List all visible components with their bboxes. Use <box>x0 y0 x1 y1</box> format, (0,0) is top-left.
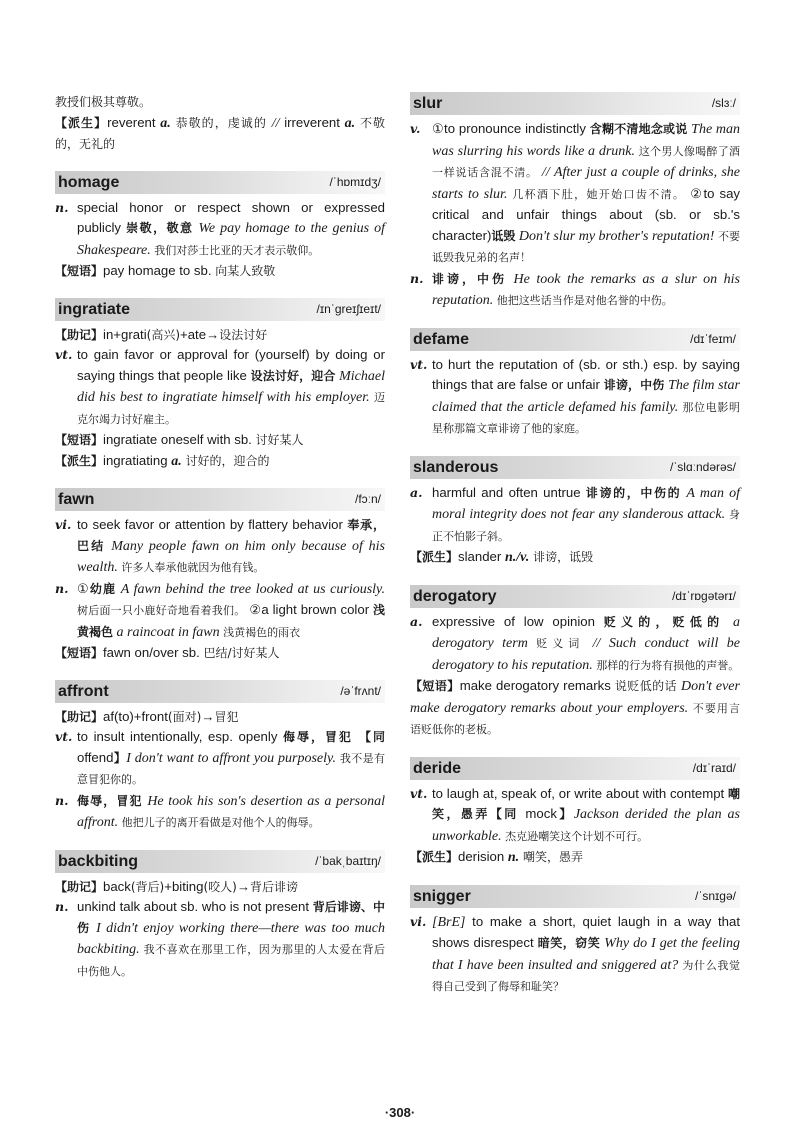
example-translation: 为什么我觉得自己受到了侮辱和耻笑？ <box>432 958 741 993</box>
example-sentence: We pay homage to the genius of Shakespeare. <box>77 221 385 258</box>
definition-text: ①to pronounce indistinctly <box>432 121 590 136</box>
chinese-gloss: 暗笑，窃笑 <box>537 936 601 950</box>
chinese-text: 说贬低的话 <box>614 679 678 693</box>
dictionary-entry <box>55 92 385 155</box>
definition-text: ① <box>77 580 90 596</box>
definition-line <box>410 547 740 569</box>
chinese-gloss: 浅黄褐色 <box>77 603 385 639</box>
chinese-text: 诽谤，诋毁 <box>529 550 594 564</box>
example-sentence: A man of moral integrity does not fear any slanderous attack. <box>432 485 740 522</box>
dictionary-entry <box>55 488 385 664</box>
definition-text: to laugh at, speak of, or write about with contempt <box>432 785 728 801</box>
definition-text: special honor or respect shown or expressed publicly <box>77 199 385 235</box>
example-translation: 这个男人像喝醉了酒一样说话含混不清。 <box>432 144 740 179</box>
definition-text: reverent <box>107 114 161 130</box>
entry-header <box>410 456 740 479</box>
definition-text: slander <box>458 549 505 564</box>
entry-header <box>410 585 740 608</box>
chinese-gloss: 诽谤，中伤 <box>603 378 665 392</box>
phonetic: /dɪˈfeɪm/ <box>690 331 736 346</box>
phonetic: /ˈhɒmɪdʒ/ <box>329 174 381 189</box>
dictionary-entry <box>410 456 740 569</box>
example-sentence: The film star claimed that the article defamed his family. <box>432 378 740 415</box>
chinese-gloss: 侮辱，冒犯 <box>77 793 143 808</box>
part-of-speech: a. <box>410 484 423 500</box>
chinese-text: 设法讨好 <box>219 327 268 342</box>
entry-header <box>410 328 740 351</box>
chinese-text: 嘲笑，愚弄 <box>519 850 583 864</box>
part-of-speech: v. <box>410 121 421 136</box>
definition-text: +ate→ <box>180 326 220 342</box>
phonetic: /əˈfrʌnt/ <box>340 683 381 698</box>
definition-text: mock <box>525 806 557 821</box>
part-of-speech: a. <box>410 613 423 629</box>
part-of-speech: n. <box>55 792 69 808</box>
chinese-gloss: 崇敬，敬意 <box>126 221 194 235</box>
chinese-gloss: 诋毁 <box>491 228 516 243</box>
entry-header <box>55 680 385 703</box>
example-sentence: I don't want to affront you purposely. <box>126 750 336 766</box>
phonetic: /ɪnˈgreɪʃɪeɪt/ <box>316 301 381 316</box>
section-tag: 【派生】 <box>410 850 459 864</box>
phonetic: /slɜː/ <box>711 96 736 110</box>
entry-header <box>410 92 740 115</box>
definition-line <box>410 483 740 548</box>
section-tag: 【短语】 <box>55 646 104 660</box>
definition-text: → <box>201 708 215 724</box>
headword: derogatory <box>413 587 497 605</box>
definition-line <box>55 261 385 282</box>
definition-text: in+grati <box>103 326 147 342</box>
definition-text: irreverent <box>279 114 345 130</box>
entry-header <box>55 298 385 321</box>
example-sentence: a raincoat in fawn <box>113 624 220 640</box>
example-sentence: A fawn behind the tree looked at us curiously. <box>116 581 385 597</box>
phonetic: /fɔːn/ <box>354 492 381 506</box>
dictionary-entry <box>410 885 740 998</box>
example-sentence: // <box>271 115 280 131</box>
chinese-text: 不敬的，无礼的 <box>55 115 385 151</box>
example-translation: 树后面一只小鹿好奇地看着我们。 <box>77 604 246 617</box>
example-translation: 我不喜欢在那里工作，因为那里的人太爱在背后中伤他人。 <box>77 943 385 978</box>
definition-text: back <box>103 878 131 894</box>
example-sentence: // After just a couple of drinks, she starts to slur. <box>432 165 740 202</box>
definition-text: to make a short, quiet laugh in a way that shows disrespect <box>432 913 740 950</box>
definition-text: ②a light brown color <box>245 602 373 617</box>
definition-line <box>55 727 385 791</box>
definition-text: → <box>236 878 251 894</box>
example-sentence: I didn't enjoy working there—there was too much backbiting. <box>77 920 385 957</box>
chinese-text: (面对) <box>167 709 202 724</box>
left-column <box>55 92 385 998</box>
definition-line <box>55 345 385 430</box>
inline-pos: a. <box>160 115 171 131</box>
headword: backbiting <box>58 852 139 870</box>
entry-header <box>410 757 740 780</box>
example-sentence: [BrE] <box>432 914 466 930</box>
example-translation: 身正不怕影子斜。 <box>432 508 741 543</box>
section-tag: 【同 <box>489 807 526 821</box>
section-tag: 【短语】 <box>410 679 460 693</box>
chinese-gloss: 诽谤，中伤 <box>432 271 508 286</box>
section-tag: 【短语】 <box>55 433 104 447</box>
example-sentence: Why do I get the feeling that I have been insulted and sniggered at? <box>432 936 740 973</box>
definition-text: af(to)+front <box>103 708 168 724</box>
chinese-text: (高兴) <box>146 327 181 342</box>
definition-text: expressive of low opinion <box>432 613 604 629</box>
chinese-text: 巴结/讨好某人 <box>203 646 280 660</box>
chinese-text: (背后) <box>130 879 165 894</box>
dictionary-entry <box>410 585 740 741</box>
definition-line <box>410 612 740 677</box>
chinese-gloss: 侮辱，冒犯 <box>283 730 353 744</box>
definition-line <box>55 579 385 644</box>
definition-line <box>410 912 740 998</box>
headword: homage <box>58 173 120 191</box>
chinese-text: 冒犯 <box>214 709 239 724</box>
example-sentence: Don't ever make derogatory remarks about your employers. <box>410 679 740 716</box>
definition-text: to hurt the reputation of (sb. or sth.) esp. by saying things that are false or unfair <box>432 356 740 392</box>
dictionary-entry <box>55 298 385 473</box>
definition-line <box>55 707 385 728</box>
chinese-gloss: 嘲笑，愚弄 <box>432 786 740 821</box>
page-number: ·308· <box>384 1105 416 1120</box>
headword: ingratiate <box>58 300 131 318</box>
section-tag: 】 <box>556 807 574 821</box>
definition-text: ②to say critical and unfair things about (sb. or sb.'s character) <box>432 185 741 243</box>
phonetic: /ˈslɑːndərəs/ <box>669 459 736 474</box>
section-tag: 【派生】 <box>55 453 104 468</box>
headword: fawn <box>58 491 95 508</box>
example-translation: 那位电影明星称那篇文章诽谤了他的家庭。 <box>432 400 741 435</box>
definition-line <box>55 643 385 664</box>
part-of-speech: vi. <box>410 913 427 929</box>
chinese-gloss: 幼鹿 <box>89 581 117 596</box>
chinese-text: (咬人) <box>203 879 237 894</box>
section-tag: 【同 <box>352 730 385 744</box>
definition-text: fawn on/over sb. <box>103 645 204 660</box>
section-tag: 【助记】 <box>55 709 104 724</box>
dictionary-entry <box>410 92 740 312</box>
headword: affront <box>58 682 109 700</box>
example-sentence: a derogatory term <box>432 614 741 651</box>
definition-line <box>55 877 385 898</box>
chinese-text: 恭敬的，虔诚的 <box>170 115 272 130</box>
headword: defame <box>413 330 470 348</box>
section-tag: 】 <box>113 750 127 765</box>
phonetic: /ˈbakˌbaɪtɪŋ/ <box>315 853 381 868</box>
definition-text: unkind talk about sb. who is not present <box>77 899 313 914</box>
chinese-text: 讨好的，迎合的 <box>181 453 270 468</box>
definition-text: derision <box>458 849 508 864</box>
part-of-speech: n. <box>410 270 424 286</box>
definition-text: harmful and often untrue <box>432 484 586 500</box>
headword: slanderous <box>413 458 499 476</box>
definition-text: +biting <box>164 878 204 894</box>
part-of-speech: n. <box>55 580 69 596</box>
chinese-gloss: 奉承，巴结 <box>77 518 385 553</box>
definition-line <box>410 355 740 440</box>
phonetic: /dɪˈrɒgətərɪ/ <box>672 588 736 603</box>
part-of-speech: n. <box>55 899 69 914</box>
part-of-speech: vi. <box>55 517 72 532</box>
example-translation: 我们对莎士比亚的天才表示敬仰。 <box>150 243 320 257</box>
definition-line <box>410 847 740 869</box>
chinese-gloss: 背后诽谤、中伤 <box>77 900 385 935</box>
entry-header <box>55 850 385 873</box>
section-tag: 【派生】 <box>410 550 459 564</box>
inline-pos: a. <box>171 453 182 469</box>
definition-line <box>55 791 385 834</box>
example-translation: 杰克逊嘲笑这个计划不可行。 <box>501 829 649 843</box>
phonetic: /dɪˈraɪd/ <box>692 760 736 775</box>
chinese-gloss: 含糊不清地念或说 <box>589 122 688 136</box>
definition-line <box>55 897 385 982</box>
example-sentence: He took the remarks as a slur on his reputation. <box>432 271 740 308</box>
example-translation: 许多人奉承他就因为他有钱。 <box>117 561 265 574</box>
definition-text: offend <box>77 749 114 765</box>
example-translation: 他把这些话当作是对他名誉的中伤。 <box>493 294 673 307</box>
example-translation: 他把儿子的离开看做是对他个人的侮辱。 <box>118 816 320 829</box>
definition-line <box>410 119 740 269</box>
example-translation: 不要诋毁我兄弟的名声！ <box>432 229 740 264</box>
example-sentence: Jackson derided the plan as unworkable. <box>432 807 740 844</box>
definition-line <box>410 269 740 312</box>
right-column <box>410 92 740 1014</box>
section-tag: 【短语】 <box>55 264 104 278</box>
definition-line <box>55 325 385 346</box>
chinese-text: 教授们极其尊敬。 <box>55 95 152 109</box>
entry-header <box>55 171 385 194</box>
chinese-text: 向某人致敬 <box>215 264 276 278</box>
example-sentence: Don't slur my brother's reputation! <box>515 228 715 244</box>
section-tag: 【助记】 <box>55 879 104 894</box>
definition-text: to insult intentionally, esp. openly <box>77 729 284 744</box>
part-of-speech: vt. <box>55 729 73 744</box>
chinese-gloss: 诽谤的，中伤的 <box>585 485 682 500</box>
definition-text: to seek favor or attention by flattery behavior <box>77 517 348 532</box>
definition-text: make derogatory remarks <box>459 678 615 693</box>
dictionary-entry <box>410 328 740 440</box>
chinese-gloss: 设法讨好，迎合 <box>250 368 336 383</box>
definition-text: ingratiating <box>103 452 172 468</box>
example-sentence: Many people fawn on him only because of his wealth. <box>77 538 385 575</box>
example-sentence: He took his son's desertion as a personal affront. <box>77 793 385 830</box>
inline-pos: n./v. <box>504 550 530 565</box>
dictionary-entry <box>410 757 740 869</box>
chinese-text: 讨好某人 <box>255 433 304 447</box>
headword: slur <box>413 95 443 112</box>
phonetic: /ˈsnɪgə/ <box>695 888 736 903</box>
definition-text: ingratiate oneself with sb. <box>103 432 256 447</box>
definition-line <box>55 113 385 155</box>
entry-header <box>55 488 385 511</box>
headword: snigger <box>413 887 471 905</box>
example-translation: 那样的行为将有损他的声誉。 <box>592 658 740 672</box>
section-tag: 【助记】 <box>55 327 104 342</box>
headword: deride <box>413 759 462 777</box>
example-sentence: The man was slurring his words like a drunk. <box>432 122 740 159</box>
definition-line <box>55 92 385 113</box>
dictionary-entry <box>55 850 385 983</box>
chinese-text: 背后诽谤 <box>250 879 299 894</box>
part-of-speech: vt. <box>410 356 428 372</box>
example-translation: 贬义词 <box>527 637 585 650</box>
inline-pos: n. <box>507 850 520 865</box>
definition-line <box>55 515 385 579</box>
example-translation: 几杯酒下肚，她开始口齿不清。 <box>507 187 686 201</box>
definition-text: pay homage to sb. <box>103 263 216 278</box>
section-tag: 【派生】 <box>55 115 108 130</box>
definition-line <box>410 784 740 848</box>
definition-line <box>55 430 385 451</box>
part-of-speech: vt. <box>55 347 73 362</box>
example-translation: 浅黄褐色的雨衣 <box>219 625 301 639</box>
example-translation: 迈克尔竭力讨好雇主。 <box>77 391 386 426</box>
definition-line <box>55 451 385 473</box>
example-sentence: Michael did his best to ingratiate himself with his employer. <box>77 368 385 405</box>
chinese-gloss: 贬义的，贬低的 <box>603 614 725 629</box>
example-sentence: // Such conduct will be derogatory to his reputation. <box>432 636 741 673</box>
part-of-speech: vt. <box>410 785 428 801</box>
definition-line <box>410 676 740 741</box>
example-translation: 我不是有意冒犯你的。 <box>77 751 385 786</box>
definition-text: to gain favor or approval for (yourself) by doing or saying things that people like <box>77 347 385 383</box>
dictionary-entry <box>55 680 385 834</box>
inline-pos: a. <box>344 115 356 131</box>
entry-header <box>410 885 740 908</box>
part-of-speech: n. <box>55 199 69 215</box>
example-translation: 不要用言语贬低你的老板。 <box>410 701 740 736</box>
definition-line <box>55 198 385 262</box>
dictionary-entry <box>55 171 385 282</box>
